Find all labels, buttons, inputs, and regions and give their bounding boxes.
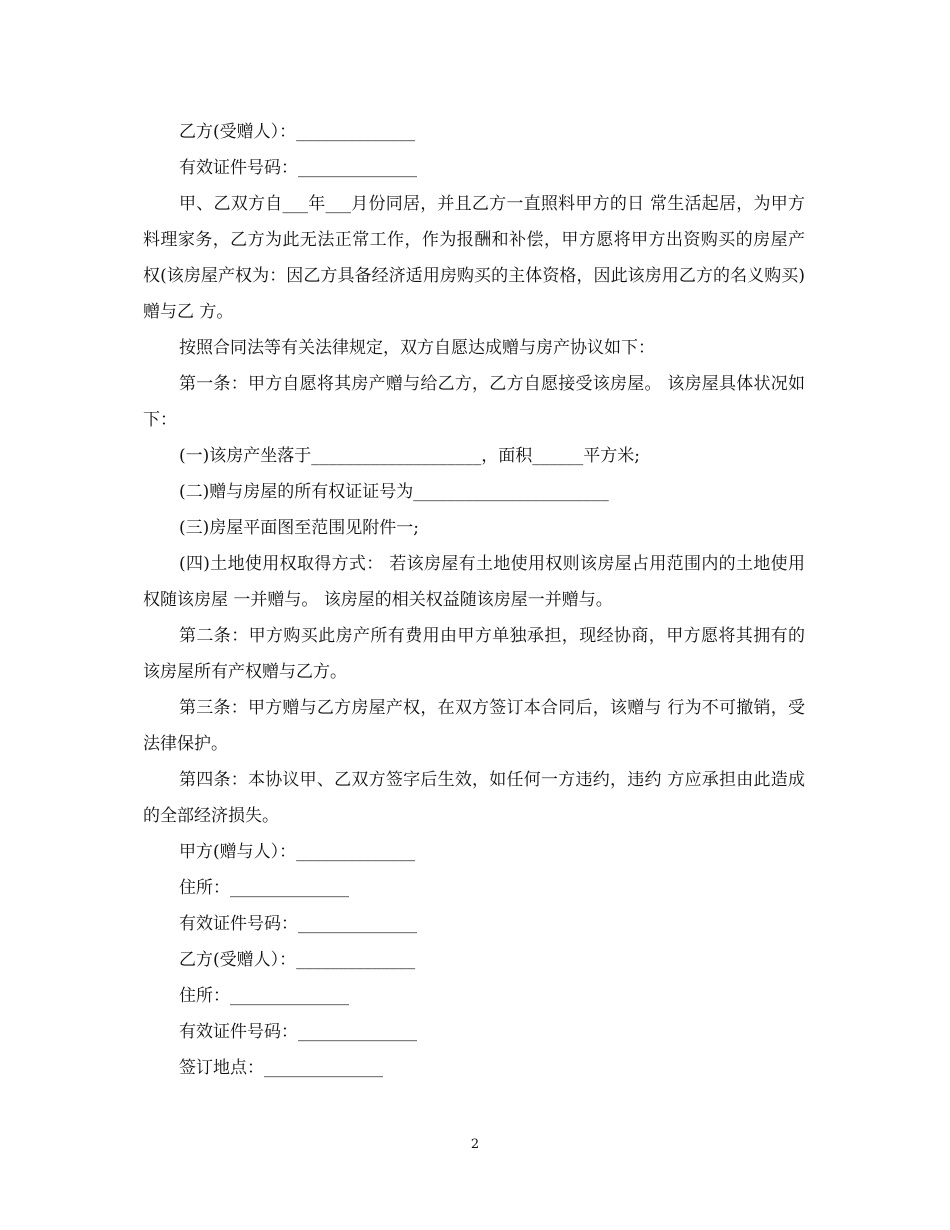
article-1-item-2: (二)赠与房屋的所有权证证号为_______________________: [179, 482, 609, 502]
party-b-name-line: 乙方(受赠人）：______________: [179, 122, 416, 142]
agreement-intro: 按照合同法等有关法律规定，双方自愿达成赠与房产协议如下：: [179, 338, 655, 358]
signing-place-line: 签订地点：______________: [179, 1058, 383, 1078]
article-1-item-4: (四)土地使用权取得方式： 若该房屋有土地使用权则该房屋占用范围内的土地使用权随该房屋 一并赠与。 该房屋的相关权益随该房屋一并赠与。: [143, 554, 805, 610]
party-b-id-line: 有效证件号码：______________: [179, 158, 417, 178]
party-a-address-line: 住所：______________: [179, 878, 349, 898]
document-body: [143, 114, 805, 1086]
party-b-address-line: 住所：______________: [179, 986, 349, 1006]
preamble-paragraph: 甲、乙双方自___年___月份同居，并且乙方一直照料甲方的日 常生活起居，为甲方料理家务，乙方为此无法正常工作，作为报酬和补偿，甲方愿将甲方出资购买的房屋产权(该房屋产权为：因乙方具备经济适用房购买的主体资格，因此该房用乙方的名义购买)赠与乙 方。: [143, 194, 805, 322]
article-1-item-3: (三)房屋平面图至范围见附件一;: [179, 518, 419, 538]
party-a-signature-line: 甲方(赠与人）：______________: [179, 842, 416, 862]
article-2: 第二条：甲方购买此房产所有费用由甲方单独承担，现经协商，甲方愿将其拥有的该房屋所有产权赠与乙方。: [143, 626, 805, 682]
article-1: 第一条：甲方自愿将其房产赠与给乙方，乙方自愿接受该房屋。 该房屋具体状况如下：: [143, 374, 805, 430]
party-b-id-line-2: 有效证件号码：______________: [179, 1022, 417, 1042]
article-3: 第三条：甲方赠与乙方房屋产权，在双方签订本合同后，该赠与 行为不可撤销，受法律保护。: [143, 698, 805, 754]
party-a-id-line: 有效证件号码：______________: [179, 914, 417, 934]
article-4: 第四条：本协议甲、乙双方签字后生效，如任何一方违约，违约 方应承担由此造成的全部经济损失。: [143, 770, 805, 826]
article-1-item-1: (一)该房产坐落于____________________，面积______平方米;: [179, 446, 640, 466]
page-number: 2: [470, 1137, 480, 1152]
party-b-signature-line: 乙方(受赠人）：______________: [179, 950, 416, 970]
